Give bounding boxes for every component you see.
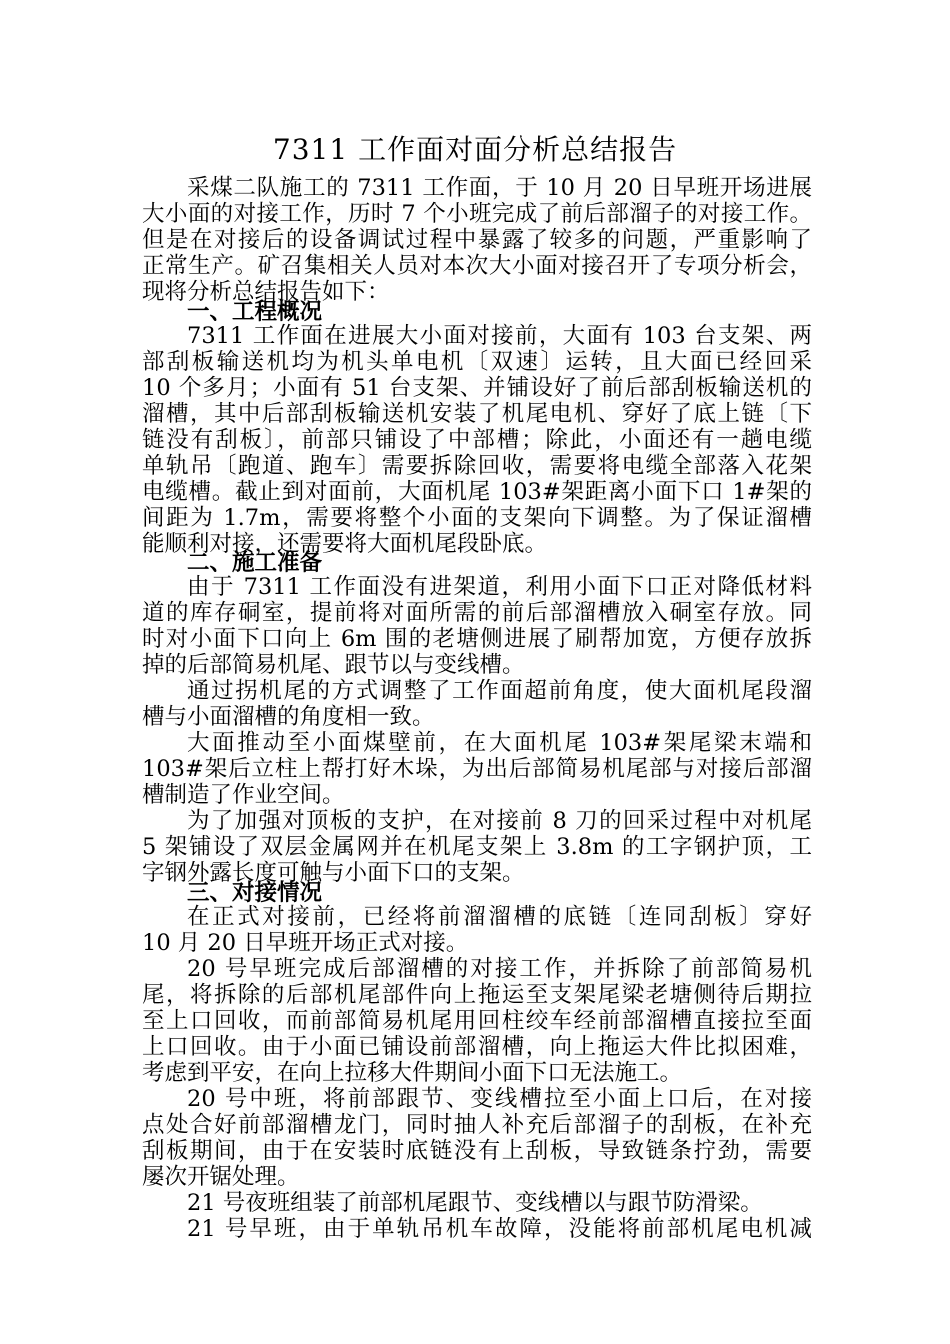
paragraph-line: 刮板期间，由于在安装时底链没有上刮板，导致链条拧劲，需要: [142, 1138, 812, 1164]
paragraph-line: 由于 7311 工作面没有进架道，利用小面下口正对降低材料: [187, 574, 812, 600]
paragraph-line: 电缆槽。截止到对面前，大面机尾 103#架距离小面下口 1#架的: [142, 479, 812, 505]
paragraph-line: 溜槽，其中后部刮板输送机安装了机尾电机、穿好了底上链〔下: [142, 401, 812, 427]
paragraph-line: 能顺利对接，还需要将大面机尾段卧底。: [142, 531, 548, 557]
paragraph-line: 槽与小面溜槽的角度相一致。: [142, 704, 435, 730]
paragraph-line: 20 号中班，将前部跟节、变线槽拉至小面上口后，在对接: [187, 1086, 812, 1112]
paragraph-line: 字钢外露长度可触与小面下口的支架。: [142, 860, 525, 886]
paragraph-line: 单轨吊〔跑道、跑车〕需要拆除回收，需要将电缆全部落入花架: [142, 453, 812, 479]
paragraph-line: 槽制造了作业空间。: [142, 782, 345, 808]
document-title: 7311 工作面对面分析总结报告: [272, 133, 678, 166]
paragraph-line: 链没有刮板〕，前部只铺设了中部槽；除此，小面还有一趟电缆: [142, 427, 812, 453]
paragraph-line: 点处合好前部溜槽龙门，同时抽人补充后部溜子的刮板，在补充: [142, 1112, 812, 1138]
paragraph-line: 上口回收。由于小面已铺设前部溜槽，向上拖运大件比拟困难，: [142, 1034, 812, 1060]
section-heading: 一、工程概况: [187, 299, 323, 325]
paragraph-line: 大小面的对接工作，历时 7 个小班完成了前后部溜子的对接工作。: [142, 201, 812, 227]
paragraph-line: 采煤二队施工的 7311 工作面，于 10 月 20 日早班开场进展: [187, 175, 812, 201]
paragraph-line: 10 个多月；小面有 51 台支架、并铺设好了前后部刮板输送机的: [142, 375, 812, 401]
paragraph-line: 5 架铺设了双层金属网并在机尾支架上 3.8m 的工字钢护顶，工: [142, 834, 812, 860]
paragraph-line: 屡次开锯处理。: [142, 1164, 300, 1190]
paragraph-line: 道的库存硐室，提前将对面所需的前后部溜槽放入硐室存放。同: [142, 600, 812, 626]
paragraph-line: 7311 工作面在进展大小面对接前，大面有 103 台支架、两: [187, 323, 812, 349]
paragraph-line: 20 号早班完成后部溜槽的对接工作，并拆除了前部简易机: [187, 956, 812, 982]
paragraph-line: 现将分析总结报告如下：: [142, 279, 390, 305]
paragraph-line: 通过拐机尾的方式调整了工作面超前角度，使大面机尾段溜: [187, 678, 812, 704]
paragraph-line: 10 月 20 日早班开场正式对接。: [142, 930, 469, 956]
paragraph-line: 考虑到平安，在向上拉移大件期间小面下口无法施工。: [142, 1060, 683, 1086]
section-heading: 二、施工准备: [187, 550, 323, 576]
paragraph-line: 为了加强对顶板的支护，在对接前 8 刀的回采过程中对机尾: [187, 808, 812, 834]
paragraph-line: 掉的后部简易机尾、跟节以与变线槽。: [142, 652, 525, 678]
paragraph-line: 在正式对接前，已经将前溜溜槽的底链〔连同刮板〕穿好: [187, 904, 812, 930]
paragraph-line: 但是在对接后的设备调试过程中暴露了较多的问题，严重影响了: [142, 227, 812, 253]
paragraph-line: 间距为 1.7m，需要将整个小面的支架向下调整。为了保证溜槽: [142, 505, 812, 531]
paragraph-line: 至上口回收，而前部简易机尾用回柱绞车经前部溜槽直接拉至面: [142, 1008, 812, 1034]
paragraph-line: 大面推动至小面煤壁前，在大面机尾 103#架尾梁末端和: [187, 730, 812, 756]
section-heading: 三、对接情况: [187, 880, 323, 906]
paragraph-line: 时对小面下口向上 6m 围的老塘侧进展了刷帮加宽，方便存放拆: [142, 626, 812, 652]
paragraph-line: 21 号夜班组装了前部机尾跟节、变线槽以与跟节防滑梁。: [187, 1190, 763, 1216]
paragraph-line: 21 号早班，由于单轨吊机车故障，没能将前部机尾电机减: [187, 1216, 812, 1242]
paragraph-line: 正常生产。矿召集相关人员对本次大小面对接召开了专项分析会，: [142, 253, 812, 279]
paragraph-line: 尾，将拆除的后部机尾部件向上拖运至支架尾梁老塘侧待后期拉: [142, 982, 812, 1008]
paragraph-line: 103#架后立柱上帮打好木垛，为出后部简易机尾部与对接后部溜: [142, 756, 812, 782]
paragraph-line: 部刮板输送机均为机头单电机〔双速〕运转，且大面已经回采: [142, 349, 812, 375]
